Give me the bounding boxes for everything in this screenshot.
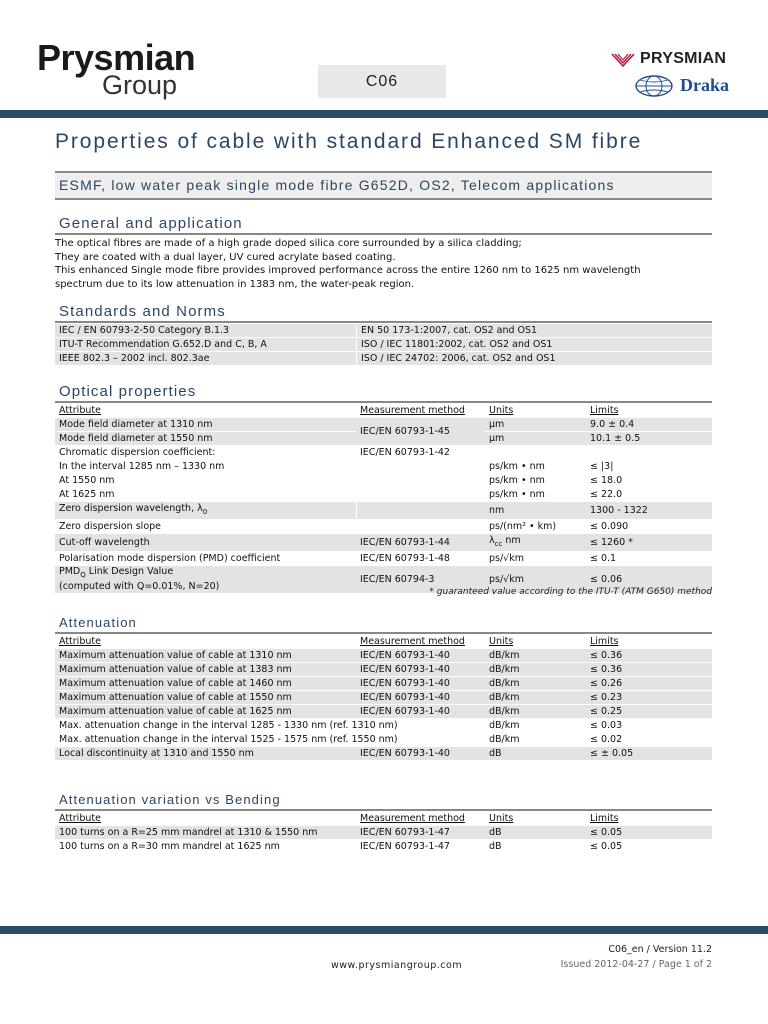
table-row <box>55 705 712 718</box>
cell-text: λ <box>489 534 495 546</box>
table-cell: ≤ 0.05 <box>586 826 712 839</box>
table-cell: 9.0 ± 0.4 <box>586 418 712 431</box>
table-cell: ≤ 0.26 <box>586 677 712 690</box>
table-cell: ≤ 18.0 <box>590 475 623 486</box>
table-cell: IEC/EN 60793-1-42 <box>360 447 450 458</box>
table-cell: At 1625 nm <box>59 489 115 500</box>
table-cell: At 1550 nm <box>59 475 115 486</box>
table-cell: IEC/EN 60793-1-45 <box>356 418 485 445</box>
table-cell: IEC/EN 60793-1-40 <box>356 649 485 662</box>
table-row <box>55 338 712 351</box>
table-cell <box>485 534 586 551</box>
table-cell: µm <box>485 432 586 445</box>
table-row <box>55 840 712 853</box>
draka-globe-icon <box>634 75 674 97</box>
table-cell: Chromatic dispersion coefficient: <box>59 447 216 458</box>
table-cell: Maximum attenuation value of cable at 1625 nm <box>55 705 356 718</box>
website-link[interactable]: www.prysmiangroup.com <box>331 960 463 971</box>
table-cell: Zero dispersion slope <box>59 520 161 532</box>
table-cell: nm <box>485 502 586 519</box>
table-cell: IEEE 802.3 – 2002 incl. 802.3ae <box>55 352 356 365</box>
table-row <box>55 677 712 690</box>
document-version: C06_en / Version 11.2 <box>608 944 712 955</box>
table-cell: Maximum attenuation value of cable at 1383 nm <box>55 663 356 676</box>
logo-prysmian: Prysmian <box>37 37 196 78</box>
section-attenuation-heading: Attenuation <box>59 615 137 630</box>
table-row <box>55 663 712 676</box>
cell-text: Link Design Value <box>85 565 174 577</box>
table-cell: dB/km <box>485 691 586 704</box>
table-cell: ISO / IEC 11801:2002, cat. OS2 and OS1 <box>356 338 712 351</box>
table-cell: 10.1 ± 0.5 <box>586 432 712 445</box>
table-cell: 1300 - 1322 <box>586 502 712 519</box>
cell-subscript: Q <box>80 570 86 579</box>
table-cell: ≤ 0.05 <box>590 841 623 852</box>
table-cell: IEC/EN 60793-1-40 <box>356 691 485 704</box>
table-cell: Maximum attenuation value of cable at 1550 nm <box>55 691 356 704</box>
table-cell: ps/(nm² • km) <box>489 520 557 532</box>
table-cell: ps/km • nm <box>489 475 545 486</box>
prysmian-mark-icon <box>611 52 635 68</box>
brand-prysmian-small: PRYSMIAN <box>640 50 727 67</box>
document-code-text: C06 <box>365 72 399 90</box>
table-cell: Polarisation mode dispersion (PMD) coefficient <box>59 552 281 564</box>
table-cell: ≤ 0.1 <box>590 552 617 564</box>
column-header: Units <box>489 636 514 647</box>
table-cell: In the interval 1285 nm – 1330 nm <box>59 461 225 472</box>
table-cell: IEC/EN 60793-1-47 <box>356 826 485 839</box>
column-header: Measurement method <box>360 813 465 824</box>
attenuation-table <box>55 634 712 761</box>
section-bending-heading: Attenuation variation vs Bending <box>59 792 281 807</box>
table-cell: dB/km <box>489 720 520 731</box>
document-code <box>318 65 446 98</box>
table-row <box>55 691 712 704</box>
section-rule <box>55 233 712 235</box>
table-cell: ps/√km <box>485 566 586 593</box>
column-header: Attribute <box>59 636 101 647</box>
table-cell: dB/km <box>485 677 586 690</box>
table-cell: Cut-off wavelength <box>55 534 356 551</box>
cell-text: (computed with Q=0.01%, N=20) <box>59 580 220 592</box>
section-general-heading: General and application <box>59 215 243 232</box>
column-header: Measurement method <box>360 405 465 416</box>
table-cell: dB <box>489 841 502 852</box>
table-cell: ps/km • nm <box>489 461 545 472</box>
section-standards-heading: Standards and Norms <box>59 303 226 320</box>
table-cell: EN 50 173-1:2007, cat. OS2 and OS1 <box>356 324 712 337</box>
column-header: Attribute <box>59 405 101 416</box>
table-cell: IEC/EN 60793-1-40 <box>356 677 485 690</box>
table-cell: dB/km <box>485 705 586 718</box>
table-row <box>55 719 712 732</box>
table-cell: Max. attenuation change in the interval 1285 - 1330 nm (ref. 1310 nm) <box>59 720 398 731</box>
cell-text: Zero dispersion wavelength, λ <box>59 503 203 514</box>
logo-group: Group <box>102 70 178 100</box>
optical-table <box>55 403 712 594</box>
table-cell: ≤ 0.25 <box>586 705 712 718</box>
table-cell: ≤ 0.23 <box>586 691 712 704</box>
table-cell: dB/km <box>489 734 520 745</box>
standards-table <box>55 323 712 366</box>
general-paragraph <box>55 237 715 292</box>
table-row <box>55 352 712 365</box>
table-row <box>55 474 712 487</box>
column-header: Units <box>489 813 514 824</box>
table-cell: ≤ 1260 * <box>586 534 712 551</box>
table-cell: µm <box>485 418 586 431</box>
table-cell: Maximum attenuation value of cable at 1460 nm <box>55 677 356 690</box>
table-cell: dB/km <box>485 663 586 676</box>
cell-subscript: cc <box>494 539 503 548</box>
table-cell: Local discontinuity at 1310 and 1550 nm <box>55 747 356 760</box>
table-cell: ≤ 0.36 <box>586 663 712 676</box>
table-row <box>55 649 712 662</box>
table-cell: Mode field diameter at 1550 nm <box>55 432 356 445</box>
table-cell: Maximum attenuation value of cable at 1310 nm <box>55 649 356 662</box>
subtitle: ESMF, low water peak single mode fibre G652D, OS2, Telecom applications <box>59 177 615 193</box>
table-row <box>55 446 712 459</box>
table-cell: dB/km <box>485 649 586 662</box>
table-cell: ISO / IEC 24702: 2006, cat. OS2 and OS1 <box>356 352 712 365</box>
table-cell <box>55 502 356 519</box>
table-cell: IEC/EN 60793-1-48 <box>360 552 450 564</box>
table-cell: ≤ 0.090 <box>590 520 629 532</box>
table-row <box>55 733 712 746</box>
table-cell: IEC/EN 60793-1-47 <box>360 841 450 852</box>
table-cell: IEC/EN 60794-3 <box>356 566 485 593</box>
table-cell: ≤ |3| <box>590 461 614 472</box>
table-header-row <box>55 404 712 417</box>
table-cell: IEC/EN 60793-1-40 <box>356 705 485 718</box>
table-row <box>55 826 712 839</box>
table-cell: ≤ 0.06 <box>586 566 712 593</box>
table-row <box>55 747 712 760</box>
table-cell: ITU-T Recommendation G.652.D and C, B, A <box>55 338 356 351</box>
table-cell: Max. attenuation change in the interval 1525 - 1575 nm (ref. 1550 nm) <box>59 734 398 745</box>
table-header-row <box>55 635 712 648</box>
table-cell: IEC/EN 60793-1-40 <box>356 747 485 760</box>
section-optical-heading: Optical properties <box>59 383 197 400</box>
table-header-row <box>55 812 712 825</box>
table-row <box>55 552 712 565</box>
footnote: * guaranteed value according to the ITU-T (ATM G650) method <box>429 587 712 597</box>
table-row <box>55 520 712 533</box>
table-cell: Mode field diameter at 1310 nm <box>55 418 356 431</box>
table-cell: IEC/EN 60793-1-44 <box>356 534 485 551</box>
table-cell: ≤ 22.0 <box>590 489 623 500</box>
table-row <box>55 324 712 337</box>
column-header: Limits <box>590 813 619 824</box>
table-cell <box>356 520 485 533</box>
paragraph-line: This enhanced Single mode fibre provides improved performance across the entire 1260 nm to 1625 nm wavelength <box>55 265 641 277</box>
subtitle-band <box>55 171 712 200</box>
paragraph-line: The optical fibres are made of a high grade doped silica core surrounded by a silica cladding; <box>55 238 522 249</box>
table-cell: ≤ 0.03 <box>590 720 623 731</box>
cell-text: PMD <box>59 565 81 577</box>
table-cell: dB <box>485 747 586 760</box>
paragraph-line: They are coated with a dual layer, UV cured acrylate based coating. <box>55 251 396 263</box>
paragraph-line: spectrum due to its low attenuation in 1383 nm, the water-peak region. <box>55 279 415 291</box>
header-bar <box>0 110 768 118</box>
table-row <box>55 534 712 551</box>
page-title: Properties of cable with standard Enhanced SM fibre <box>55 130 643 153</box>
table-row <box>55 460 712 473</box>
table-cell: ps/√km <box>489 552 524 564</box>
column-header: Measurement method <box>360 636 465 647</box>
table-cell: ≤ 0.36 <box>586 649 712 662</box>
bending-table <box>55 811 712 854</box>
table-cell: 100 turns on a R=30 mm mandrel at 1625 nm <box>59 841 280 852</box>
table-row <box>55 502 712 519</box>
column-header: Limits <box>590 405 619 416</box>
table-cell: ps/km • nm <box>489 489 545 500</box>
table-cell: 100 turns on a R=25 mm mandrel at 1310 & 1550 nm <box>55 826 356 839</box>
table-cell: IEC / EN 60793-2-50 Category B.1.3 <box>55 324 356 337</box>
table-cell: dB <box>485 826 586 839</box>
column-header: Limits <box>590 636 619 647</box>
cell-text: nm <box>502 534 521 546</box>
table-row <box>55 488 712 501</box>
footer-bar <box>0 926 768 934</box>
table-cell: ≤ ± 0.05 <box>586 747 712 760</box>
table-cell: IEC/EN 60793-1-40 <box>356 663 485 676</box>
brand-draka: Draka <box>680 75 729 95</box>
column-header: Units <box>489 405 514 416</box>
issue-date-page: Issued 2012-04-27 / Page 1 of 2 <box>560 959 712 970</box>
table-cell <box>356 502 485 519</box>
column-header: Attribute <box>59 813 101 824</box>
table-row <box>55 418 712 431</box>
cell-subscript: 0 <box>202 507 208 516</box>
table-cell: ≤ 0.02 <box>590 734 623 745</box>
